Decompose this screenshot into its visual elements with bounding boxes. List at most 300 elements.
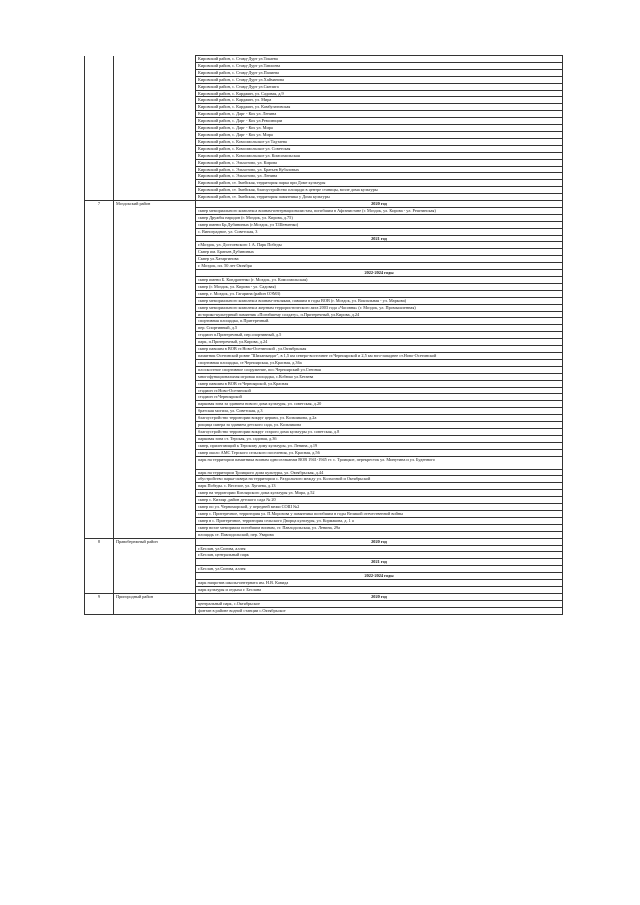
district-name-cell [114,256,196,263]
location-cell: сквер на территории Кизлярского дома культуры ул. Мира, д.52 [196,490,563,497]
table-row [85,207,563,214]
district-name-cell [114,297,196,304]
table-row [85,580,563,587]
location-cell: г.Беслан, ул.Сигова, аллея [196,566,563,573]
district-number-cell [85,359,114,366]
table-row [85,380,563,387]
table-row [85,228,563,235]
district-number-cell [85,517,114,524]
year-header-row [85,593,563,600]
table-row [85,187,563,194]
table-row [85,125,563,132]
district-number-cell [85,311,114,318]
district-number-cell [85,104,114,111]
table-row [85,249,563,256]
district-name-cell [114,118,196,125]
table-row [85,152,563,159]
district-name-cell [114,469,196,476]
district-name-cell [114,221,196,228]
location-cell: сквер по ул. Черноморской, у передней межи СОШ №2 [196,504,563,511]
district-number-cell [85,586,114,593]
location-cell: сквер возле мемориала погибшим воинам, ст. Павлодольская, ул. Ленина, 29а [196,524,563,531]
district-name-cell [114,559,196,566]
table-row [85,311,563,318]
location-cell: обустройство парка-сквера на территории с. Раздольного между ул. Колхозной и Октябрьской [196,476,563,483]
district-name-cell [114,366,196,373]
district-name-cell [114,263,196,270]
district-number-cell [85,573,114,580]
location-cell: Кировский район, ст. Змейская, территория памятника у Дома культуры [196,194,563,201]
location-cell: парк Победы. с. Веселое, ул. Хугаева, д.13 [196,483,563,490]
table-row [85,339,563,346]
table-row [85,607,563,614]
district-number-cell [85,559,114,566]
district-number-cell [85,270,114,277]
district-name-cell [114,249,196,256]
table-row [85,394,563,401]
district-name-cell [114,304,196,311]
district-number-cell [85,394,114,401]
table-row [85,297,563,304]
district-number-cell [85,263,114,270]
location-cell: парк на территории Троицкого дома культуры, ул. Октябрьская, д.44 [196,469,563,476]
location-cell: сквер с. Кизляр ,район детского сада № 20 [196,497,563,504]
district-number-cell [85,545,114,552]
district-name-cell [114,76,196,83]
district-number-cell [85,111,114,118]
district-name-cell [114,228,196,235]
district-name-cell [114,524,196,531]
district-number-cell [85,511,114,518]
location-cell: парковая зона ст. Терская, ул. садовая, д.36 [196,435,563,442]
location-cell: г.Беслан, центральный парк [196,552,563,559]
table-row [85,283,563,290]
location-cell: Кировский район, с. Карджин, ул. Садовая, д.9 [196,90,563,97]
location-cell: Кировский район, с. Ставд-Дурт ул.Хайманова [196,76,563,83]
table-row [85,401,563,408]
table-row [85,290,563,297]
district-name-cell [114,277,196,284]
district-number-cell: 9 [85,593,114,600]
table-row [85,352,563,359]
district-number-cell [85,380,114,387]
district-name-cell [114,511,196,518]
table-row [85,332,563,339]
table-row [85,469,563,476]
table-row [85,97,563,104]
district-name-cell [114,111,196,118]
table-row [85,263,563,270]
location-cell: стадион п.Притеречный, пер.спортивный, д.5 [196,332,563,339]
district-name-cell [114,152,196,159]
table-row [85,131,563,138]
year-header-row [85,538,563,545]
district-name-cell [114,283,196,290]
table-row [85,408,563,415]
district-name-cell [114,380,196,387]
location-cell: центральный парк, с.Октябрьское [196,600,563,607]
district-number-cell [85,366,114,373]
district-name-cell [114,97,196,104]
district-name-cell [114,607,196,614]
location-cell: сквер, г. Моздок, ул. Гагарина (район ОЭМЗ) [196,290,563,297]
district-number-cell [85,125,114,132]
district-name-cell [114,352,196,359]
table-row [85,476,563,483]
district-name-cell [114,194,196,201]
district-name-cell [114,497,196,504]
district-number-cell: 7 [85,201,114,208]
district-number-cell [85,442,114,449]
district-name-cell [114,56,196,63]
district-number-cell [85,304,114,311]
table-row [85,256,563,263]
location-cell: многофункциональная игровая площадка, с.Кобюко ул.Бетаева [196,373,563,380]
district-number-cell [85,76,114,83]
district-number-cell [85,428,114,435]
district-number-cell [85,339,114,346]
district-name-cell [114,131,196,138]
location-cell: Кировский район, с. Карджин, ул. Камбулатовская [196,104,563,111]
location-cell: парк на территории памятника воинам односельчанам ВОВ 1941-1945 гг. с. Троицкое, перекресток ул. Минутина и ул. Буденного [196,456,563,469]
table-row [85,145,563,152]
district-number-cell [85,62,114,69]
table-row [85,366,563,373]
district-name-cell [114,600,196,607]
district-number-cell [85,346,114,353]
table-row [85,194,563,201]
location-cell: Кировский район, с. Ставд-Дурт ул.Скепига [196,83,563,90]
table-row [85,242,563,249]
table-row [85,483,563,490]
district-number-cell [85,449,114,456]
district-number-cell [85,600,114,607]
table-row [85,517,563,524]
district-number-cell [85,580,114,587]
district-number-cell [85,207,114,214]
location-cell: Кировский район, с. Дарг - Кох ул. Мира [196,125,563,132]
location-cell: парк напротив школы-интерната им. Н.В. Кавида [196,580,563,587]
location-cell: сквер имени Бр.Дубининых (г.Моздок, ул Т.Шевченко) [196,221,563,228]
year-heading: 2021 год [196,559,563,566]
district-name-cell [114,214,196,221]
location-cell: Кировский район, с. Эльхотово, ул. Ленина [196,173,563,180]
location-cell: Кировский район, ст. Змейская, территория парка при Доме культуры [196,180,563,187]
year-header-row [85,573,563,580]
location-cell: Кировский район, с. Комсомольское ул. Советская [196,145,563,152]
district-number-cell [85,214,114,221]
district-number-cell [85,456,114,469]
table-row [85,422,563,429]
table-row [85,497,563,504]
table-row [85,318,563,325]
district-number-cell [85,373,114,380]
territories-table [84,55,563,615]
district-number-cell [85,435,114,442]
location-cell: сквер мемориального комплекса воинам-интернационалистам, погибшим в Афганистане (г. Моздок, ул. Кирова - ул. Рештинская) [196,207,563,214]
district-name-cell [114,449,196,456]
district-name-cell [114,325,196,332]
year-header-row [85,235,563,242]
district-name-cell [114,90,196,97]
district-name-cell [114,408,196,415]
location-cell: Кировский район, с. Эльхотово, ул. Братьев Кубаловых [196,166,563,173]
district-name-cell [114,159,196,166]
district-number-cell [85,325,114,332]
location-cell: сквер павшим в ВОВ ст.Черноярской, ул.Красная [196,380,563,387]
district-name-cell: Правобережный район [114,538,196,545]
district-number-cell [85,497,114,504]
table-body [85,56,563,615]
table-row [85,415,563,422]
district-number-cell [85,387,114,394]
table-row [85,359,563,366]
district-name-cell [114,435,196,442]
district-number-cell [85,152,114,159]
district-name-cell [114,138,196,145]
district-name-cell [114,401,196,408]
location-cell: парковая зона за зданием нового дома культуры, ул. советская, д.20 [196,401,563,408]
district-number-cell [85,297,114,304]
location-cell: историко-культурный памятник «Погибшему солдату», п.Притеречный, ул.Кирова, д.24 [196,311,563,318]
district-name-cell [114,207,196,214]
document-page [84,55,562,615]
location-cell: сквер мемориального комплекса жертвам террористического акта 2003 года «Часовня» (г. Моздок, ул. Промышленная) [196,304,563,311]
district-name-cell [114,104,196,111]
district-name-cell [114,428,196,435]
table-row [85,180,563,187]
table-row [85,325,563,332]
district-number-cell [85,469,114,476]
district-name-cell: Пригородный район [114,593,196,600]
district-name-cell [114,125,196,132]
district-number-cell [85,408,114,415]
district-number-cell [85,256,114,263]
location-cell: г. Моздок, пл. 50 лет Октября [196,263,563,270]
table-row [85,504,563,511]
location-cell: парк, п.Притеречный, ул.Кирова, д.24 [196,339,563,346]
district-number-cell [85,118,114,125]
table-row [85,214,563,221]
location-cell: Кировский район, с. Ставд-Дурт ул.Папиева [196,69,563,76]
district-name-cell [114,483,196,490]
district-number-cell [85,159,114,166]
district-name-cell [114,545,196,552]
year-heading: 2020 год [196,538,563,545]
location-cell: площадь ст. Павлодольской, пер. Уварова [196,531,563,538]
district-name-cell [114,62,196,69]
district-name-cell [114,318,196,325]
location-cell: благоустройство территории вокруг старого дома культуры ул. советская, д.8 [196,428,563,435]
district-name-cell [114,504,196,511]
district-number-cell [85,290,114,297]
district-number-cell [85,173,114,180]
year-heading: 2021 год [196,235,563,242]
district-name-cell [114,586,196,593]
location-cell: сквер (г. Моздок, ул. Кирова - ул. Садовая) [196,283,563,290]
table-row [85,104,563,111]
location-cell: сквер, прилегающий к Терскому дому культуры, ул. Ленина, д.19 [196,442,563,449]
table-row [85,449,563,456]
location-cell: Кировский район, с. Ставд-Дурт ул.Тавлоева [196,62,563,69]
table-row [85,304,563,311]
year-heading: 2022-2024 годы [196,573,563,580]
district-name-cell [114,339,196,346]
district-number-cell [85,566,114,573]
table-row [85,221,563,228]
district-number-cell [85,318,114,325]
location-cell: сквер Дружбы народов (г. Моздок, ул. Кирова, д.75) [196,214,563,221]
district-number-cell [85,504,114,511]
year-header-row [85,201,563,208]
location-cell: плоскостное спортивное сооружение, пос.Черноярский ул.Степная [196,366,563,373]
location-cell: Кировский район, с. Комсомольское ул. Комсомольская [196,152,563,159]
table-row [85,346,563,353]
location-cell: рощица сквера за зданием детского сада, ул. Кольчикова [196,422,563,429]
district-number-cell [85,242,114,249]
location-cell: сквер с. Притеречное, территория ул. П.Морозова у памятника погибшим в годы Великой отечественной войны [196,511,563,518]
year-header-row [85,270,563,277]
district-number-cell [85,235,114,242]
location-cell: спортивная площадка, п.Притеречный. [196,318,563,325]
table-row [85,524,563,531]
table-row [85,456,563,469]
district-number-cell [85,490,114,497]
location-cell: спортивная площадка, ст.Черноярская, ул.Красная, д.36а [196,359,563,366]
table-row [85,90,563,97]
table-row [85,83,563,90]
district-number-cell [85,524,114,531]
district-number-cell [85,187,114,194]
table-row [85,387,563,394]
location-cell: сквер павшим в ВОВ ст.Ново-Осетинской , ул.Октябрьская [196,346,563,353]
table-row [85,277,563,284]
location-cell: стадион ст.Ново-Осетинской [196,387,563,394]
district-name-cell: Моздокский район [114,201,196,208]
table-row [85,552,563,559]
district-name-cell [114,422,196,429]
district-number-cell [85,138,114,145]
district-name-cell [114,442,196,449]
location-cell: Сквер ул.Хатаргинова [196,256,563,263]
district-number-cell [85,131,114,138]
district-name-cell [114,552,196,559]
district-number-cell [85,145,114,152]
table-row [85,69,563,76]
district-name-cell [114,180,196,187]
location-cell: Кировский район, с. Дарг - Кох ул.Революции [196,118,563,125]
district-number-cell: 8 [85,538,114,545]
district-name-cell [114,270,196,277]
district-number-cell [85,221,114,228]
location-cell: с. Виноградное, ул. Советская, 3 [196,228,563,235]
table-row [85,531,563,538]
district-number-cell [85,476,114,483]
district-number-cell [85,422,114,429]
location-cell: Кировский район, с. Дарг - Кох ул. Мира [196,131,563,138]
location-cell: Сквер им. Братьев Дубининых [196,249,563,256]
table-row [85,166,563,173]
district-number-cell [85,194,114,201]
table-row [85,545,563,552]
district-number-cell [85,90,114,97]
district-name-cell [114,69,196,76]
district-number-cell [85,83,114,90]
district-number-cell [85,352,114,359]
district-name-cell [114,373,196,380]
district-number-cell [85,228,114,235]
location-cell: благоустройство территории вокруг церкви, ул. Кольчикова, д.2а [196,415,563,422]
table-row [85,56,563,63]
location-cell: Кировский район, с. Дарг - Кох ул. Ленина [196,111,563,118]
year-heading: 2022-2024 годы [196,270,563,277]
location-cell: сквер около АМС Терского сельского поселения, ул. Красная, д.56 [196,449,563,456]
location-cell: Кировский район, с. Ставд-Дурт ул.Токаева [196,56,563,63]
table-row [85,435,563,442]
year-header-row [85,559,563,566]
table-row [85,600,563,607]
district-number-cell [85,552,114,559]
table-row [85,62,563,69]
district-number-cell [85,166,114,173]
location-cell: г.Моздок, ул. Достоевского 1 А. Парк Победы [196,242,563,249]
district-name-cell [114,387,196,394]
table-row [85,586,563,593]
location-cell: братская могила, ул. Советская, д.3 [196,408,563,415]
district-name-cell [114,235,196,242]
table-row [85,511,563,518]
location-cell: г.Беслан, ул.Сигова, аллея [196,545,563,552]
district-number-cell [85,332,114,339]
district-number-cell [85,401,114,408]
table-row [85,76,563,83]
district-number-cell [85,97,114,104]
district-number-cell [85,277,114,284]
district-name-cell [114,517,196,524]
district-name-cell [114,311,196,318]
table-row [85,566,563,573]
district-name-cell [114,346,196,353]
district-number-cell [85,249,114,256]
table-row [85,159,563,166]
table-row [85,138,563,145]
location-cell: стадион ст.Черноярской [196,394,563,401]
location-cell: Кировский район, с. Эльхотово, ул. Кирова [196,159,563,166]
location-cell: парк культуры и отдыха г. Беслана [196,586,563,593]
table-row [85,173,563,180]
district-name-cell [114,531,196,538]
district-number-cell [85,283,114,290]
district-name-cell [114,145,196,152]
district-name-cell [114,394,196,401]
district-name-cell [114,290,196,297]
district-name-cell [114,187,196,194]
district-name-cell [114,573,196,580]
location-cell: Кировский район, ст. Змейская, благоустройство площади в центре станицы, возле дома культуры [196,187,563,194]
location-cell: сквер мемориального комплекса воинам-землякам, павшим в годы ВОВ (г. Моздок, ул. Вокзальная - ул. Маркова) [196,297,563,304]
district-number-cell [85,415,114,422]
table-row [85,428,563,435]
table-row [85,373,563,380]
location-cell: пер. Спортивный, д.5 [196,325,563,332]
district-number-cell [85,531,114,538]
district-name-cell [114,580,196,587]
year-heading: 2020 год [196,201,563,208]
year-heading: 2020 год [196,593,563,600]
district-name-cell [114,173,196,180]
district-name-cell [114,456,196,469]
district-number-cell [85,69,114,76]
